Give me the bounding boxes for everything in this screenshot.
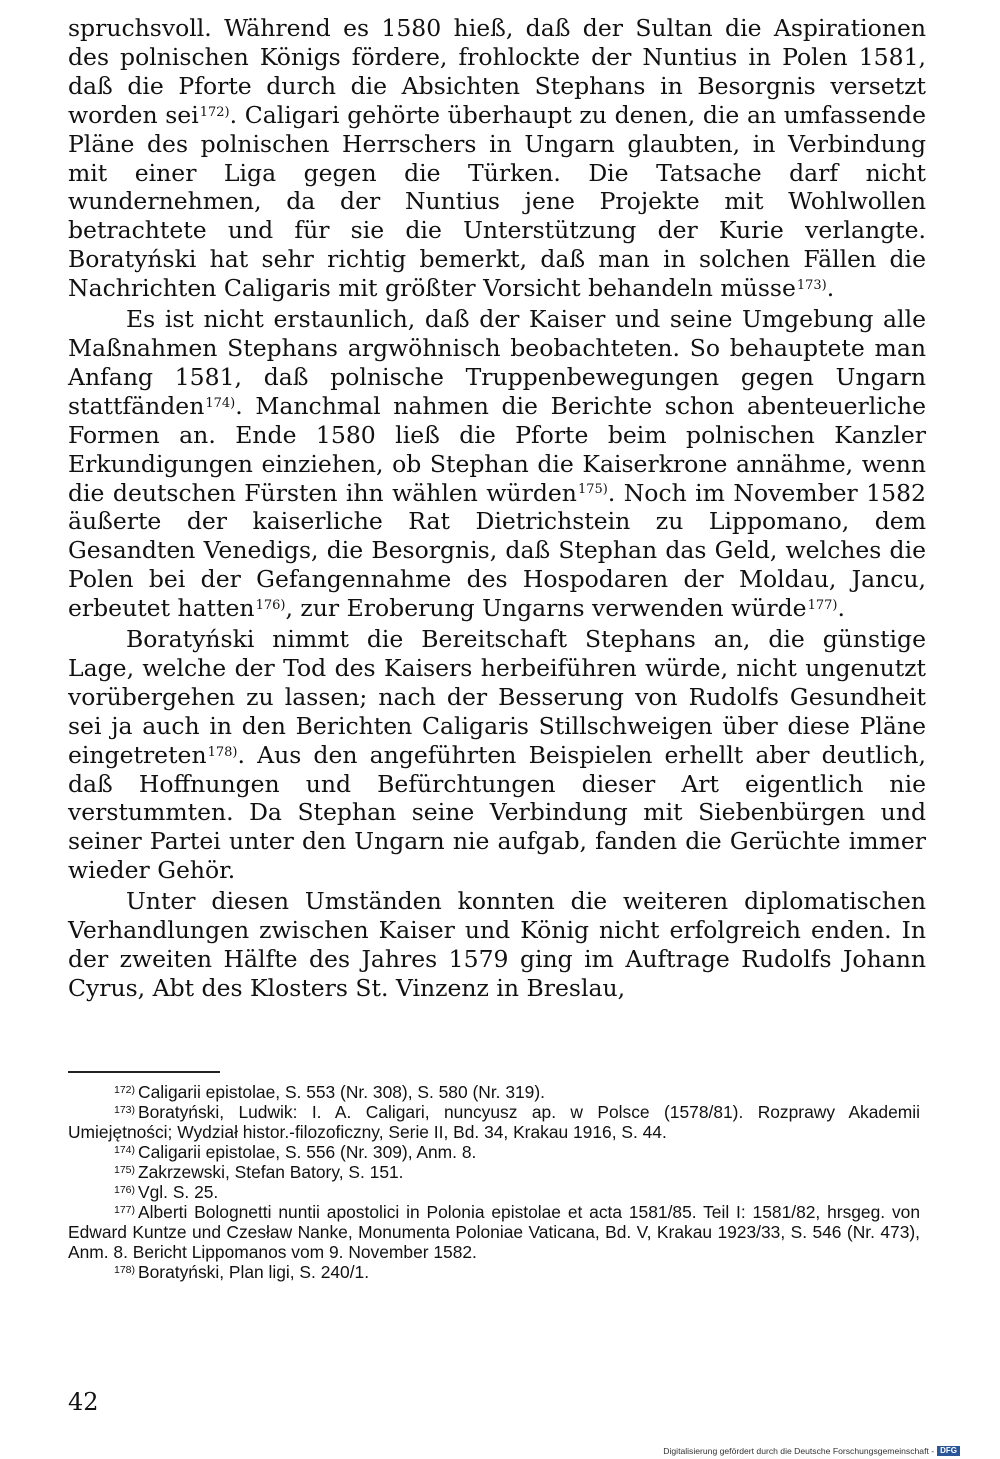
text-segment: . [837, 594, 845, 623]
footnote-177 [68, 1202, 920, 1262]
footnote-text: Vgl. S. 25. [138, 1182, 219, 1202]
main-text [68, 14, 926, 1003]
footnote-divider [68, 1071, 220, 1073]
footnote-176 [68, 1182, 920, 1202]
page-number: 42 [68, 1388, 99, 1416]
footnote-ref-176: 176) [255, 597, 286, 613]
footnote-ref-178: 178) [207, 744, 238, 760]
paragraph-2 [68, 305, 926, 623]
footnote-text: Caligarii epistolae, S. 556 (Nr. 309), Anm. 8. [138, 1142, 477, 1162]
footnote-172 [68, 1082, 920, 1102]
text-segment: . [826, 274, 835, 303]
footnote-number: 175) [114, 1163, 136, 1176]
text-segment: Unter diesen Umständen konnten die weiteren diplomatischen Verhandlungen zwischen Kaiser und König nicht erfolgreich enden. In der zweiten Hälfte des Jahres 1579 ging im Auftrage Rudolfs Johann Cyrus, Abt des Klosters St. Vinzenz in Breslau, [68, 887, 926, 1002]
footnote-ref-174: 174) [205, 395, 236, 411]
text-segment: . Caligari gehörte überhaupt zu denen, die an umfassende Pläne des polnischen Herrschers in Ungarn glaubten, in Verbindung mit einer Liga gegen die Türken. Die Tatsache darf nicht wundernehmen, da der Nuntius jene Projekte mit Wohlwollen betrachtete und für sie die Unterstützung der Kurie verlangte. Boratyński hat sehr richtig bemerkt, daß man in solchen Fällen die Nachrichten Caligaris mit größter Vorsicht behandeln müsse [68, 100, 926, 303]
footnote-ref-177: 177) [807, 597, 838, 613]
footnote-number: 173) [114, 1103, 136, 1116]
footnote-number: 177) [114, 1203, 136, 1216]
footnote-text: Zakrzewski, Stefan Batory, S. 151. [138, 1162, 404, 1182]
footnote-number: 172) [114, 1083, 136, 1096]
footnote-173 [68, 1102, 920, 1142]
footnote-text: Boratyński, Ludwik: I. A. Caligari, nuncyusz ap. w Polsce (1578/81). Rozprawy Akademii Umiejętności; Wydział histor.-filozoficzny, Serie II, Bd. 34, Krakau 1916, S. 44. [68, 1102, 920, 1142]
text-segment: . Aus den angeführten Beispielen erhellt aber deutlich, daß Hoffnungen und Befürchtungen dieser Art eigentlich nie verstummten. Da Stephan seine Verbindung mit Siebenbürgen und seiner Partei unter den Ungarn nie aufgab, fanden die Gerüchte immer wieder Gehör. [68, 740, 926, 885]
digitization-credit [663, 1446, 960, 1456]
paragraph-4 [68, 887, 926, 1003]
footnote-text: Boratyński, Plan ligi, S. 240/1. [138, 1262, 370, 1282]
footnote-number: 176) [114, 1183, 136, 1196]
text-segment: . Manchmal nahmen die Berichte schon abenteuerliche Formen an. Ende 1580 ließ die Pforte beim polnischen Kanzler Erkundigungen einziehen, ob Stephan die Kaiserkrone annähme, wenn die deutschen Fürsten ihn wählen würden [68, 391, 926, 507]
credit-text: Digitalisierung gefördert durch die Deutsche Forschungsgemeinschaft - [663, 1446, 935, 1456]
footnote-number: 178) [114, 1263, 136, 1276]
footnote-ref-172: 172) [199, 104, 230, 120]
paragraph-3 [68, 625, 926, 885]
dfg-logo: DFG [937, 1446, 960, 1456]
text-segment: Es ist nicht erstaunlich, daß der Kaiser und seine Umgebung alle Maßnahmen Stephans argwöhnisch beobachteten. So behauptete man Anfang 1581, daß polnische Truppenbewegungen gegen Ungarn stattfänden [68, 305, 926, 420]
text-segment: , zur Eroberung Ungarns verwenden würde [285, 594, 807, 623]
text-segment: spruchsvoll. Während es 1580 hieß, daß der Sultan die Aspirationen des polnischen Königs fördere, frohlockte der Nuntius in Polen 1581, daß die Pforte durch die Absichten Stephans in Besorgnis versetzt worden sei [68, 14, 926, 129]
footnote-ref-175: 175) [577, 482, 608, 498]
paragraph-1 [68, 14, 926, 303]
footnote-ref-173: 173) [796, 278, 827, 294]
footnote-text: Alberti Bolognetti nuntii apostolici in Polonia epistolae et acta 1581/85. Teil I: 1581/82, hrsgeg. von Edward Kuntze und Czesław Nanke, Monumenta Poloniae Vaticana, Bd. V, Krakau 1923/33, S. 546 (Nr. 473), Anm. 8. Bericht Lippomanos vom 9. November 1582. [68, 1202, 920, 1262]
footnote-178 [68, 1262, 920, 1282]
text-segment: Boratyński nimmt die Bereitschaft Stephans an, die günstige Lage, welche der Tod des Kaisers herbeiführen würde, nicht ungenutzt vorübergehen zu lassen; nach der Besserung von Rudolfs Gesundheit sei ja auch in den Berichten Caligaris Stillschweigen über diese Pläne eingetreten [68, 625, 926, 769]
text-segment: . Noch im November 1582 äußerte der kaiserliche Rat Dietrichstein zu Lippomano, dem Gesandten Venedigs, die Besorgnis, daß Stephan das Geld, welches die Polen bei der Gefangennahme des Hospodaren der Moldau, Jancu, erbeutet hatten [68, 478, 926, 623]
footnotes [68, 1082, 920, 1282]
footnote-174 [68, 1142, 920, 1162]
footnote-number: 174) [114, 1143, 136, 1156]
footnote-175 [68, 1162, 920, 1182]
footnote-text: Caligarii epistolae, S. 553 (Nr. 308), S. 580 (Nr. 319). [138, 1082, 545, 1102]
